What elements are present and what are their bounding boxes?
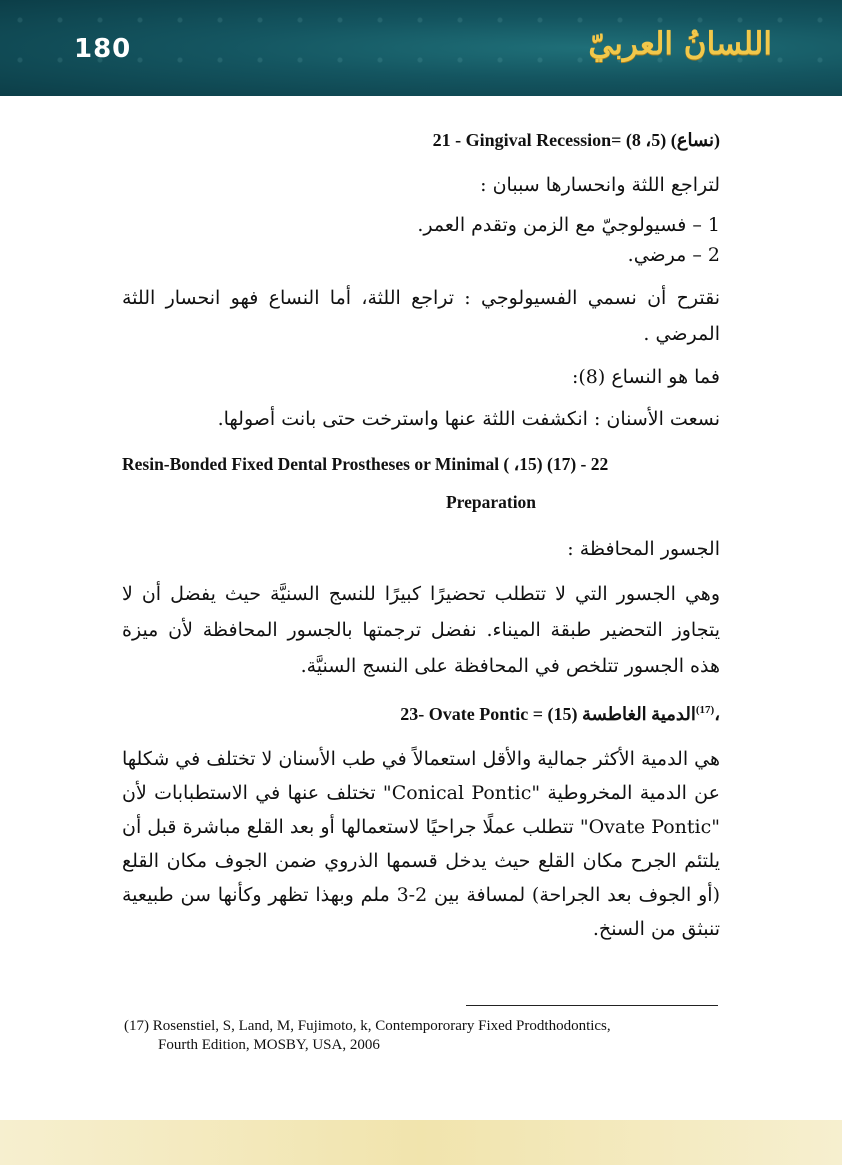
section-23-heading (122, 696, 720, 728)
section-21-heading (122, 126, 720, 154)
article-body (122, 126, 720, 946)
page-number: 180 (74, 34, 132, 64)
page-footer-band (0, 1120, 842, 1165)
section-22-term: الجسور المحافظة : (567, 538, 720, 560)
section-23-heading-tail: ، (714, 704, 720, 724)
section-21-paragraph: نقترح أن نسمي الفسيولوجي : تراجع اللثة، أما النساع فهو انحسار اللثة المرضي . (122, 287, 720, 345)
footnote-line-1: (17) Rosenstiel, S, Land, M, Fujimoto, k, Contempororary Fixed Prodthodontics, (124, 1018, 611, 1034)
section-21-definition: نسعت الأسنان : انكشفت اللثة عنها واسترخت حتى بانت أصولها. (217, 408, 720, 430)
section-21-item-1: 1 – فسيولوجيّ مع الزمن وتقدم العمر. (417, 214, 720, 236)
section-21-question: فما هو النساع (8): (571, 366, 720, 388)
footnote (124, 1017, 720, 1055)
section-22-heading-line-2: Preparation (445, 492, 537, 512)
section-23-paragraph: هي الدمية الأكثر جمالية والأقل استعمالاً في طب الأسنان لا تختلف في شكلها عن الدمية المخروطية "Conical Pontic" تختلف عنها في الاستطبابات لأن "Ovate Pontic" تتطلب عملًا جراحيًا لاستعمالها أو بعد القلع مباشرة قبل أن يلتئم الجرح مكان القلع حيث يدخل قسمها الذروي ضمن الجوف مكان القلع (أو الجوف بعد الجراحة) لمسافة بين 2-3 ملم وبهذا تظهر وكأنها سن طبيعية تنبثق من السنخ. (122, 748, 720, 940)
section-21-heading-en: 21 - Gingival Recession= (432, 130, 622, 150)
section-21-intro: لتراجع اللثة وانحسارها سببان : (480, 174, 720, 196)
page-header (0, 0, 842, 96)
section-21-item-2: 2 – مرضي. (627, 244, 720, 266)
section-22-paragraph: وهي الجسور التي لا تتطلب تحضيرًا كبيرًا للنسج السنيَّة حيث يفضل أن لا يتجاوز التحضير طبقة الميناء. نفضل ترجمتها بالجسور المحافظة لأن ميزة هذه الجسور تتلخص في المحافظة على النسج السنيَّة. (122, 583, 720, 677)
footnote-line-2: Fourth Edition, MOSBY, USA, 2006 (158, 1037, 380, 1053)
section-23-heading-sup: (17) (695, 704, 715, 716)
section-23-heading-en: 23- Ovate Pontic = (400, 704, 543, 724)
section-21-heading-ar: (نساع) (5، 8) (625, 130, 720, 150)
footnote-separator (466, 1005, 718, 1006)
section-22-heading-line-1: Resin-Bonded Fixed Dental Prostheses or Minimal ( ،15) (17) - 22 (122, 454, 609, 474)
journal-logo: اللسانُ العربيّ (588, 26, 772, 62)
section-23-heading-ar: الدمية الغاطسة (15) (547, 704, 696, 724)
